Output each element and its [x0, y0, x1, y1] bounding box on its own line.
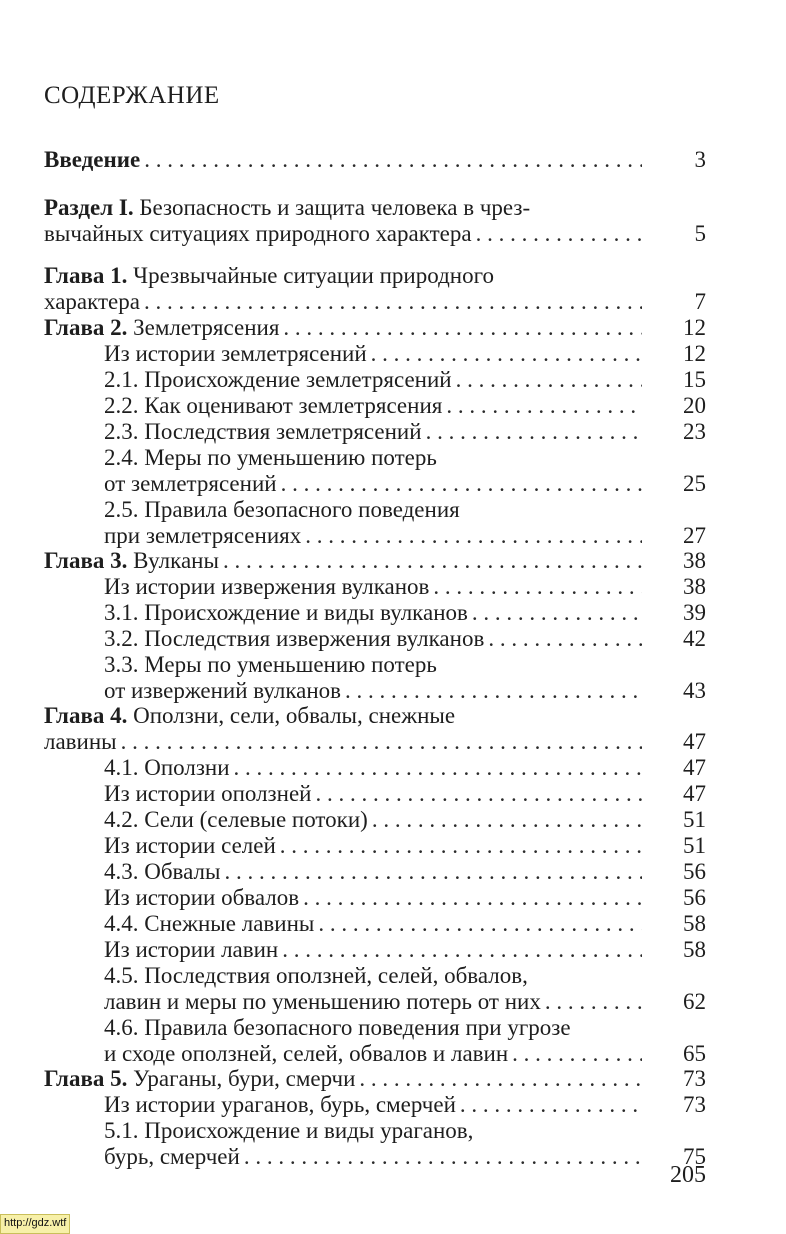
toc-entry-text: характера [44, 289, 140, 314]
toc-entry-text: Землетрясения [127, 315, 280, 340]
toc-entry [0, 1092, 786, 1118]
toc-entry [0, 807, 786, 833]
toc-entry [0, 781, 786, 807]
toc-entry-page: 75 [683, 1144, 706, 1169]
toc-entry [0, 755, 786, 781]
dot-leader [472, 600, 642, 626]
toc-entry [0, 626, 786, 652]
dot-leader [433, 574, 642, 600]
toc-entry-title [104, 367, 452, 393]
toc-entry-title [104, 600, 468, 626]
toc-entry-text: Безопасность и защита человека в чрез- [133, 195, 531, 220]
toc-entry-text: Из истории землетрясений [104, 341, 367, 366]
toc-entry-page: 47 [683, 729, 706, 754]
toc-entry-text: лавины [44, 729, 117, 754]
toc-entry-title [44, 703, 455, 728]
toc-entry [0, 678, 786, 704]
toc-entry-text: Из истории ураганов, бурь, смерчей [104, 1092, 456, 1117]
dot-leader [318, 911, 642, 937]
toc-entry-page: 27 [683, 523, 706, 548]
toc-entry [0, 703, 786, 729]
toc-entry-text: Из истории селей [104, 833, 276, 858]
toc-entry-text: 2.3. Последствия землетрясений [104, 419, 422, 444]
toc-entry-title [44, 221, 472, 247]
toc-entry-text: при землетрясениях [104, 523, 302, 548]
toc-entry-text: Из истории обвалов [104, 885, 300, 910]
toc-entry-page: 56 [683, 885, 706, 910]
toc-entry-title [104, 911, 314, 937]
toc-entry-title [44, 289, 140, 315]
toc-entry [0, 937, 786, 963]
toc-entry-title [104, 781, 311, 807]
toc-entry-title [104, 1092, 456, 1118]
toc-entry-title [104, 859, 220, 885]
toc-entry-text: 4.2. Сели (селевые потоки) [104, 807, 368, 832]
toc-entry [0, 289, 786, 315]
toc-entry-text: 3.3. Меры по уменьшению потерь [104, 652, 437, 677]
toc-entry [0, 1066, 786, 1092]
toc-entry-text: Вулканы [127, 548, 219, 573]
toc-entry [0, 1041, 786, 1067]
toc-entry-title [44, 315, 279, 341]
toc-entry [0, 833, 786, 859]
dot-leader [371, 341, 642, 367]
toc-entry-text: от извержений вулканов [104, 678, 342, 703]
dot-leader [426, 419, 642, 445]
toc-entry [0, 548, 786, 574]
toc-entry [0, 263, 786, 289]
toc-entry-page: 51 [683, 833, 706, 858]
dot-leader [224, 859, 642, 885]
toc-entry-text: 4.6. Правила безопасного поведения при угрозе [104, 1015, 571, 1040]
toc-entry-page: 38 [683, 574, 706, 599]
toc-entry-title [44, 263, 494, 288]
toc-entry-title [104, 1015, 571, 1040]
toc-entry-page: 47 [683, 755, 706, 780]
dot-leader [282, 937, 642, 963]
toc-entry-page: 62 [683, 989, 706, 1014]
toc-entry-page: 73 [683, 1066, 706, 1091]
dot-leader [488, 626, 642, 652]
toc-entry-title [104, 937, 278, 963]
toc-entry-text: 4.5. Последствия оползней, селей, обвалов, [104, 963, 528, 988]
toc-entry-text: 2.4. Меры по уменьшению потерь [104, 445, 437, 470]
toc-entry-title [104, 963, 528, 988]
toc-entry-title [104, 885, 299, 911]
toc-entry-text: 3.1. Происхождение и виды вулканов [104, 600, 468, 625]
toc-entry-keyword: Глава 2. [44, 315, 128, 340]
dot-leader [372, 807, 642, 833]
toc-entry-title [44, 147, 140, 173]
toc-entry-title [104, 755, 230, 781]
dot-leader [121, 729, 642, 755]
toc-entry-page: 43 [683, 678, 706, 703]
toc-entry [0, 600, 786, 626]
toc-entry [0, 574, 786, 600]
toc-entry [0, 989, 786, 1015]
toc-entry-title [104, 471, 277, 497]
dot-leader [359, 1066, 642, 1092]
toc-entry-title [104, 989, 541, 1015]
toc-entry [0, 315, 786, 341]
toc-entry-text: 2.5. Правила безопасного поведения [104, 497, 460, 522]
dot-leader [144, 289, 642, 315]
toc-entry-title [104, 445, 437, 470]
page-title: СОДЕРЖАНИЕ [44, 82, 220, 109]
toc-entry [0, 729, 786, 755]
toc-entry-text: от землетрясений [104, 471, 277, 496]
dot-leader [446, 393, 642, 419]
dot-leader [144, 147, 642, 173]
toc-entry-page: 56 [683, 859, 706, 884]
dot-leader [234, 755, 642, 781]
toc-entry-title [44, 1066, 355, 1092]
toc-entry [0, 393, 786, 419]
toc-entry-page: 58 [683, 937, 706, 962]
toc-entry [0, 963, 786, 989]
toc-entry-text: Ураганы, бури, смерчи [127, 1066, 356, 1091]
toc-entry-title [104, 1144, 240, 1170]
toc-entry-text: и сходе оползней, селей, обвалов и лавин [104, 1041, 509, 1066]
toc-entry-page: 73 [683, 1092, 706, 1117]
toc-entry-title [104, 497, 460, 522]
toc-entry [0, 471, 786, 497]
toc-entry-text: 4.3. Обвалы [104, 859, 221, 884]
toc-entry-text: Чрезвычайные ситуации природного [127, 263, 494, 288]
toc-entry [0, 419, 786, 445]
toc-entry-page: 12 [683, 315, 706, 340]
toc-entry-text: 3.2. Последствия извержения вулканов [104, 626, 485, 651]
watermark-link[interactable]: http://gdz.wtf [0, 1214, 70, 1234]
dot-leader [280, 833, 642, 859]
toc-entry-title [104, 807, 368, 833]
toc-entry-title [104, 574, 429, 600]
dot-leader [315, 781, 642, 807]
toc-entry-text: лавин и меры по уменьшению потерь от них [104, 989, 541, 1014]
toc-entry-page: 15 [683, 367, 706, 392]
dot-leader [283, 315, 642, 341]
dot-leader [345, 678, 642, 704]
toc-entry-page: 20 [683, 393, 706, 418]
toc-entry-text: 2.1. Происхождение землетрясений [104, 367, 452, 392]
dot-leader [305, 523, 642, 549]
toc-entry-text: 4.1. Оползни [104, 755, 230, 780]
toc-entry-text: Из истории лавин [104, 937, 279, 962]
toc-entry-page: 23 [683, 419, 706, 444]
toc-entry [0, 911, 786, 937]
toc-entry [0, 195, 786, 221]
toc-entry-page: 42 [683, 626, 706, 651]
toc-entry-page: 39 [683, 600, 706, 625]
toc-entry [0, 367, 786, 393]
toc-entry-text: 5.1. Происхождение и виды ураганов, [104, 1118, 474, 1143]
toc-entry-keyword: Глава 4. [44, 703, 128, 728]
dot-leader [281, 471, 642, 497]
toc-entry-title [104, 341, 367, 367]
toc-entry-page: 3 [694, 147, 706, 172]
toc-entry [0, 1015, 786, 1041]
toc-entry-text: 2.2. Как оценивают землетрясения [104, 393, 443, 418]
dot-leader [244, 1144, 642, 1170]
toc-entry-title [104, 523, 301, 549]
toc-entry-title [104, 1041, 508, 1067]
toc-entry-page: 25 [683, 471, 706, 496]
dot-leader [456, 367, 642, 393]
toc-entry [0, 523, 786, 549]
toc-entry [0, 445, 786, 471]
toc-entry-text: вычайных ситуациях природного характера [44, 221, 472, 246]
toc-entry-text: Из истории оползней [104, 781, 312, 806]
toc-entry-title [44, 729, 117, 755]
toc-entry [0, 497, 786, 523]
dot-leader [545, 989, 642, 1015]
toc-entry-page: 47 [683, 781, 706, 806]
toc-entry-title [104, 678, 341, 704]
dot-leader [303, 885, 642, 911]
dot-leader [223, 548, 642, 574]
toc-entry-keyword: Глава 3. [44, 548, 128, 573]
toc-entry-text: Из истории извержения вулканов [104, 574, 430, 599]
toc-entry [0, 147, 786, 173]
dot-leader [476, 221, 642, 247]
toc-entry [0, 221, 786, 247]
toc-entry [0, 1118, 786, 1144]
toc-entry-title [104, 833, 276, 859]
toc-entry-text: 4.4. Снежные лавины [104, 911, 315, 936]
toc-entry-title [104, 652, 437, 677]
toc-entry-page: 65 [683, 1041, 706, 1066]
toc-entry-title [44, 195, 530, 220]
toc-entry [0, 1144, 786, 1170]
toc-entry [0, 341, 786, 367]
toc-entry-title [104, 419, 422, 445]
toc-entry-page: 38 [683, 548, 706, 573]
toc-entry-page: 58 [683, 911, 706, 936]
toc-entry-title [44, 548, 219, 574]
toc-entry-keyword: Глава 5. [44, 1066, 128, 1091]
toc-entry-text: бурь, смерчей [104, 1144, 240, 1169]
toc-entry-title [104, 393, 442, 419]
toc-entry-keyword: Введение [44, 147, 141, 172]
dot-leader [460, 1092, 642, 1118]
toc-entry [0, 885, 786, 911]
toc-entry [0, 652, 786, 678]
dot-leader [512, 1041, 642, 1067]
toc-entry-page: 12 [683, 341, 706, 366]
page-number: 205 [670, 1162, 706, 1188]
toc-entry-keyword: Глава 1. [44, 263, 128, 288]
toc-entry-text: Оползни, сели, обвалы, снежные [127, 703, 456, 728]
toc-entry-page: 5 [694, 221, 706, 246]
toc-entry-page: 51 [683, 807, 706, 832]
toc-entry-title [104, 626, 484, 652]
toc-entry [0, 859, 786, 885]
toc-entry-page: 7 [694, 289, 706, 314]
toc-entry-title [104, 1118, 473, 1143]
toc-entry-keyword: Раздел I. [44, 195, 134, 220]
